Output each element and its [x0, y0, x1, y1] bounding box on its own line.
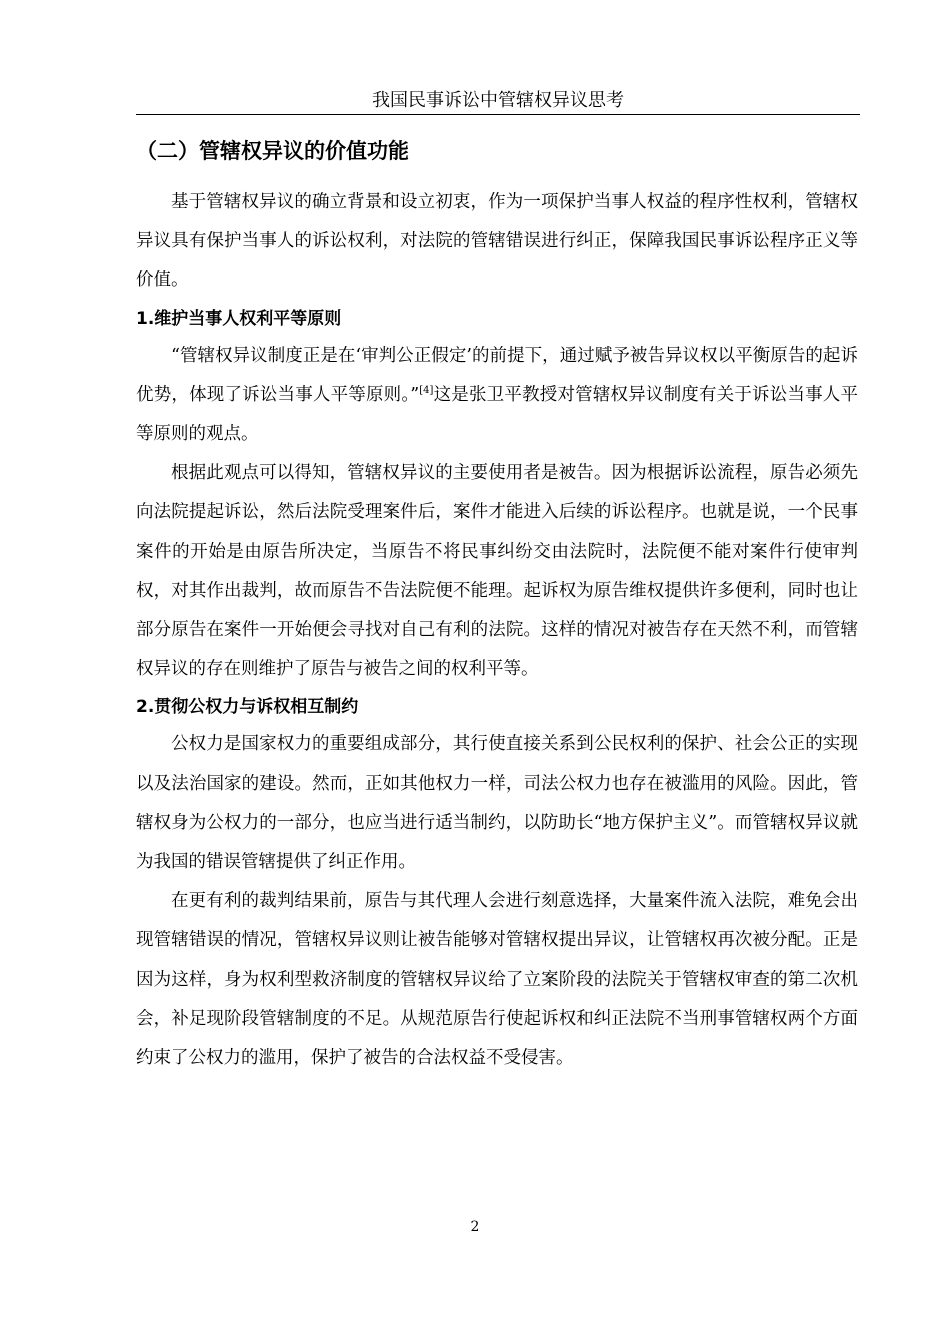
subsection-title-2: 2.贯彻公权力与诉权相互制约 — [136, 697, 359, 718]
paragraph: 根据此观点可以得知，管辖权异议的主要使用者是被告。因为根据诉讼流程，原告必须先向法院提起诉讼，然后法院受理案件后，案件才能进入后续的诉讼程序。也就是说，一个民事案件的开始是由原告所决定，当原告不将民事纠纷交由法院时，法院便不能对案件行使审判权，对其作出裁判，故而原告不告法院便不能理。起诉权为原告维权提供许多便利，同时也让部分原告在案件一开始便会寻找对自己有利的法院。这样的情况对被告存在天然不利，而管辖权异议的存在则维护了原告与被告之间的权利平等。 — [136, 463, 858, 680]
subsection-title-1: 1.维护当事人权利平等原则 — [136, 308, 342, 329]
quote-text: “管辖权异议制度正是在‘审判公正假定’的前提下，通过赋予被告异议权以平衡原告的起诉优势，体现了诉讼当事人平等原则。” — [136, 345, 858, 405]
quote-paragraph — [136, 337, 858, 455]
paragraph: 公权力是国家权力的重要组成部分，其行使直接关系到公民权利的保护、社会公正的实现以及法治国家的建设。然而，正如其他权力一样，司法公权力也存在被滥用的风险。因此，管辖权身为公权力的一部分，也应当进行适当制约，以防助长“地方保护主义”。而管辖权异议就为我国的错误管辖提供了纠正作用。 — [136, 734, 858, 873]
header-rule — [136, 114, 860, 115]
paragraph: 在更有利的裁判结果前，原告与其代理人会进行刻意选择，大量案件流入法院，难免会出现管辖错误的情况，管辖权异议则让被告能够对管辖权提出异议，让管辖权再次被分配。正是因为这样，身为权利型救济制度的管辖权异议给了立案阶段的法院关于管辖权审查的第二次机会，补足现阶段管辖制度的不足。从规范原告行使起诉权和纠正法院不当刑事管辖权两个方面约束了公权力的滥用，保护了被告的合法权益不受侵害。 — [136, 891, 858, 1069]
body-text — [136, 127, 858, 1078]
section-title: （二）管辖权异议的价值功能 — [136, 139, 409, 163]
page-number: 2 — [470, 1219, 480, 1235]
quote-commentary: 这是张卫平教授对管辖权异议制度有关于诉讼当事人平等原则的观点。 — [136, 384, 858, 445]
intro-paragraph: 基于管辖权异议的确立背景和设立初衷，作为一项保护当事人权益的程序性权利，管辖权异议具有保护当事人的诉讼权利，对法院的管辖错误进行纠正，保障我国民事诉讼程序正义等价值。 — [136, 192, 858, 291]
citation-ref: [4] — [419, 384, 434, 396]
running-header: 我国民事诉讼中管辖权异议思考 — [372, 90, 624, 111]
